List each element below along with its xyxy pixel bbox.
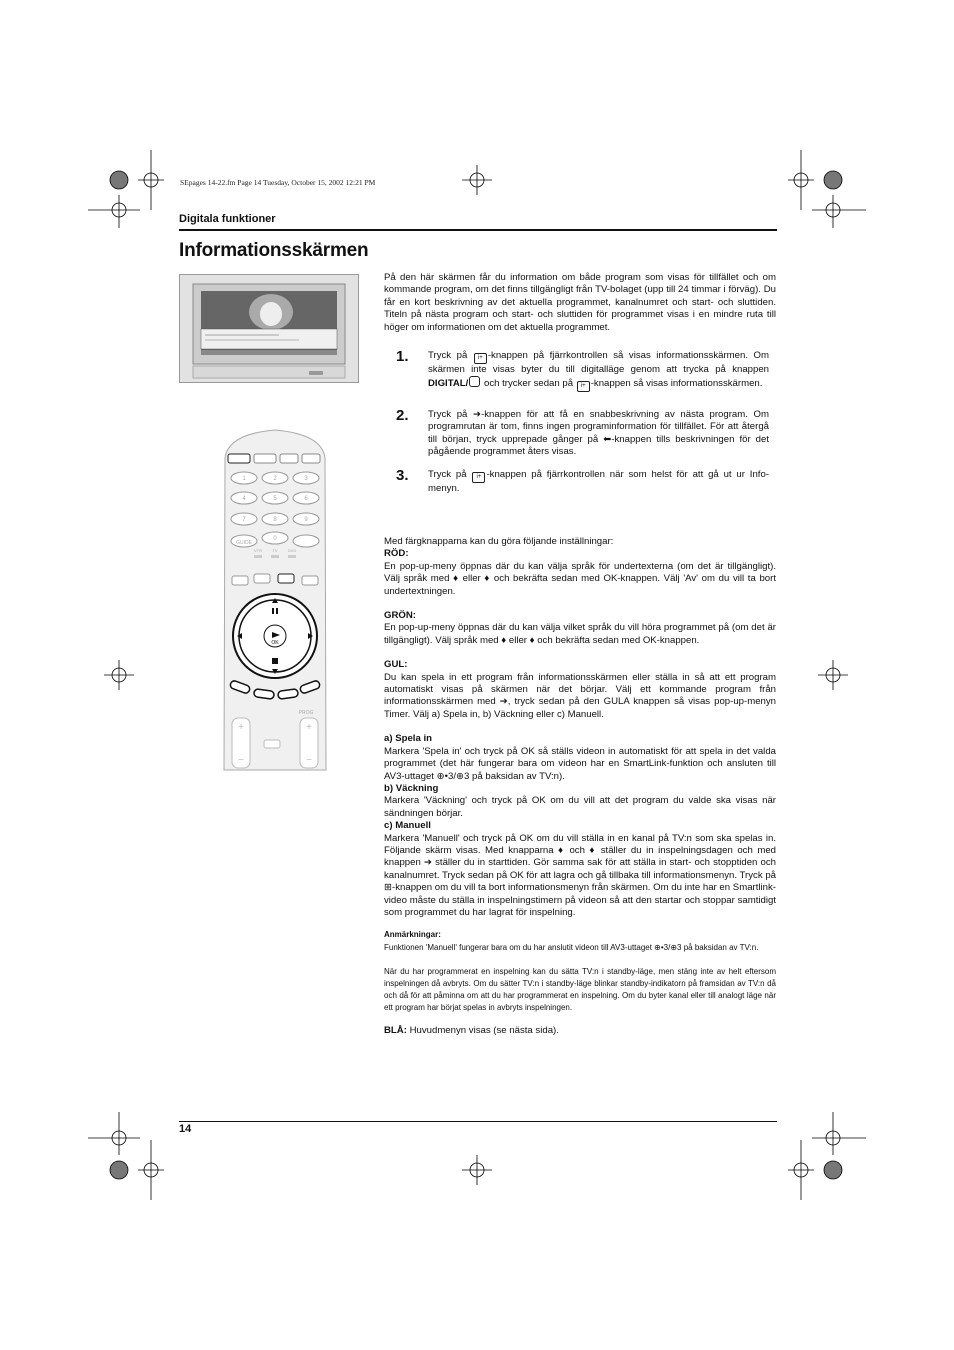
color-intro: Med färgknapparna kan du göra följande inställningar: (384, 536, 614, 547)
option-a-heading: a) Spela in (384, 733, 432, 745)
option-c-text: Markera 'Manuell' och tryck på OK om du vill ställa in en kanal på TV:n som ska spelas in. Följande skärm visas. Med knapparna ♦ och ♦ ställer du in inspelningsdagen och med knappen ➔ ställer du in starttiden. Gör samma sak för att ställa in start- och stopptiden och kanalnumret. Tryck sedan på OK för att lagra och gå tillbaka till informationsmenyn. Tryck på ⊞-knappen om du vill ta bort informationsmenyn från skärmen. Om du inte har en Smartlink-video måste du ställa in inspelningstimern på videon så att den startar och stoppar samtidigt som programmet du har lagrat för inspelning. (384, 832, 776, 918)
file-header: SEpages 14-22.fm Page 14 Tuesday, October 15, 2002 12:21 PM (180, 178, 376, 187)
info-button-icon: i+ (472, 472, 485, 483)
red-heading: RÖD: (384, 548, 409, 560)
note-2: När du har programmerat en inspelning kan du sätta TV:n i standby-läge, men stäng inte av helt eftersom inspelningen då avbryts. Om du sätter TV:n i standby-läge blinkar standby-indikatorn på framsidan av TV:n då och då för att påminna om att du har programmerat en inspelning. Om du byter kanal eller till analogt läge när ett program har börjat spelas in avbryts inspelningen. (384, 966, 776, 1013)
step-text: Tryck på ➔-knappen för att få en snabbeskrivning av nästa program. Om programrutan är tom, finns ingen programinformation för tillfället. För att återgå till början, tryck upprepade gånger på ⬅-knappen tills beskrivningen för det pågående programmet åters visas. (428, 409, 770, 458)
red-text: En pop-up-meny öppnas där du kan välja språk för undertexterna (om det är tillgängligt). Välj språk med ♦ eller ♦ och bekräfta sedan med OK-knappen. Välj 'Av' om du vill ta bort undertextningen. (384, 560, 776, 597)
option-a-text: Markera 'Spela in' och tryck på OK så ställs videon in automatiskt för att spela in det valda programmet (det här fungerar bara om videon har en SmartLink-funktion och ansluten till AV3-uttaget ⊕•3/⊕3 på baksidan av TV:n). (384, 745, 776, 782)
svg-text:−: − (306, 755, 312, 766)
yellow-text: Du kan spela in ett program från informationsskärmen eller ställa in så att ett program automatiskt visas på skärmen när det börjar. Välj ett kommande program från informationsskärmen med ➔, tryck sedan på den GULA knappen så visas pop-up-menyn Timer. Välj a) Spela in, b) Väckning eller c) Manuell. (384, 671, 776, 720)
left-arrow-icon: ⬅ (603, 433, 612, 445)
info-button-icon: i+ (474, 353, 487, 364)
remote-control-illustration (220, 428, 330, 772)
option-b-heading: b) Väckning (384, 782, 439, 794)
option-c-heading: c) Manuell (384, 820, 431, 832)
page-title: Informationsskärmen (179, 240, 369, 261)
green-heading: GRÖN: (384, 610, 416, 622)
blue-text: Huvudmenyn visas (se nästa sida). (406, 1024, 559, 1036)
tv-illustration (179, 274, 359, 384)
blue-heading: BLÅ: (384, 1024, 407, 1036)
svg-text:+: + (238, 722, 244, 733)
top-rule (179, 229, 777, 231)
green-text: En pop-up-meny öppnas där du kan välja vilket språk du vill höra programmet på (om det är tillgängligt). Välj språk med ♦ eller ♦ och bekräfta sedan med OK-knappen. (384, 622, 776, 646)
step-text: Tryck på i+ -knappen på fjärrkontrollen så visas informationsskärmen. Om skärmen inte visas byter du till digitalläge genom att trycka på knappen DIGITAL/ och trycker sedan på i+ -knappen så visas informationsskärmen. (428, 350, 769, 392)
info-button-icon: i+ (577, 381, 590, 392)
svg-text:VTR: VTR (254, 548, 262, 553)
svg-text:8: 8 (273, 517, 277, 523)
svg-text:0: 0 (273, 536, 277, 542)
svg-text:TV: TV (272, 548, 278, 553)
svg-text:OK: OK (271, 640, 279, 646)
step-number: 1. (396, 348, 409, 365)
page-number: 14 (179, 1123, 192, 1135)
svg-text:3: 3 (304, 476, 308, 482)
note-1: Funktionen 'Manuell' fungerar bara om du har anslutit videon till AV3-uttaget ⊕•3/⊕3 på baksidan av TV:n. (384, 942, 759, 952)
svg-text:6: 6 (304, 496, 308, 502)
svg-text:−: − (238, 755, 244, 766)
svg-text:9: 9 (304, 517, 308, 523)
intro-paragraph: På den här skärmen får du information om både program som visas för tillfället och om kommande program, om det finns tillgängligt från TV-bolaget (upp till 24 timmar i förväg). Du får en kort beskrivning av det aktuella programmet, kanalnumret och start- och sluttiden. Titeln på nästa program och start- och sluttiden för programmet visas i en mindre ruta till höger om informationen om det aktuella programmet. (384, 272, 776, 333)
svg-text:+: + (306, 722, 312, 733)
yellow-heading: GUL: (384, 659, 408, 671)
prog-label: PROG (298, 710, 314, 716)
svg-text:GUIDE: GUIDE (236, 540, 252, 546)
svg-text:1: 1 (242, 476, 246, 482)
blue-line (384, 1025, 776, 1037)
svg-text:2: 2 (273, 476, 277, 482)
svg-text:5: 5 (273, 496, 277, 502)
right-arrow-icon: ➔ (473, 409, 482, 420)
bottom-rule (179, 1121, 777, 1122)
option-b-text: Markera 'Väckning' och tryck på OK om du vill att det program du valde ska visas när sändningen börjar. (384, 795, 776, 819)
tv-icon (469, 376, 480, 387)
svg-text:4: 4 (242, 496, 246, 502)
color-buttons-section (384, 536, 776, 1037)
svg-text:7: 7 (242, 517, 246, 523)
section-header: Digitala funktioner (179, 213, 276, 225)
step-text: Tryck på i+ -knappen på fjärrkontrollen när som helst för att gå ut ur Info-menyn. (428, 469, 770, 494)
step-number: 3. (396, 467, 409, 484)
step-number: 2. (396, 407, 409, 424)
notes-heading: Anmärkningar: (384, 930, 441, 940)
svg-text:DVD: DVD (287, 548, 297, 553)
